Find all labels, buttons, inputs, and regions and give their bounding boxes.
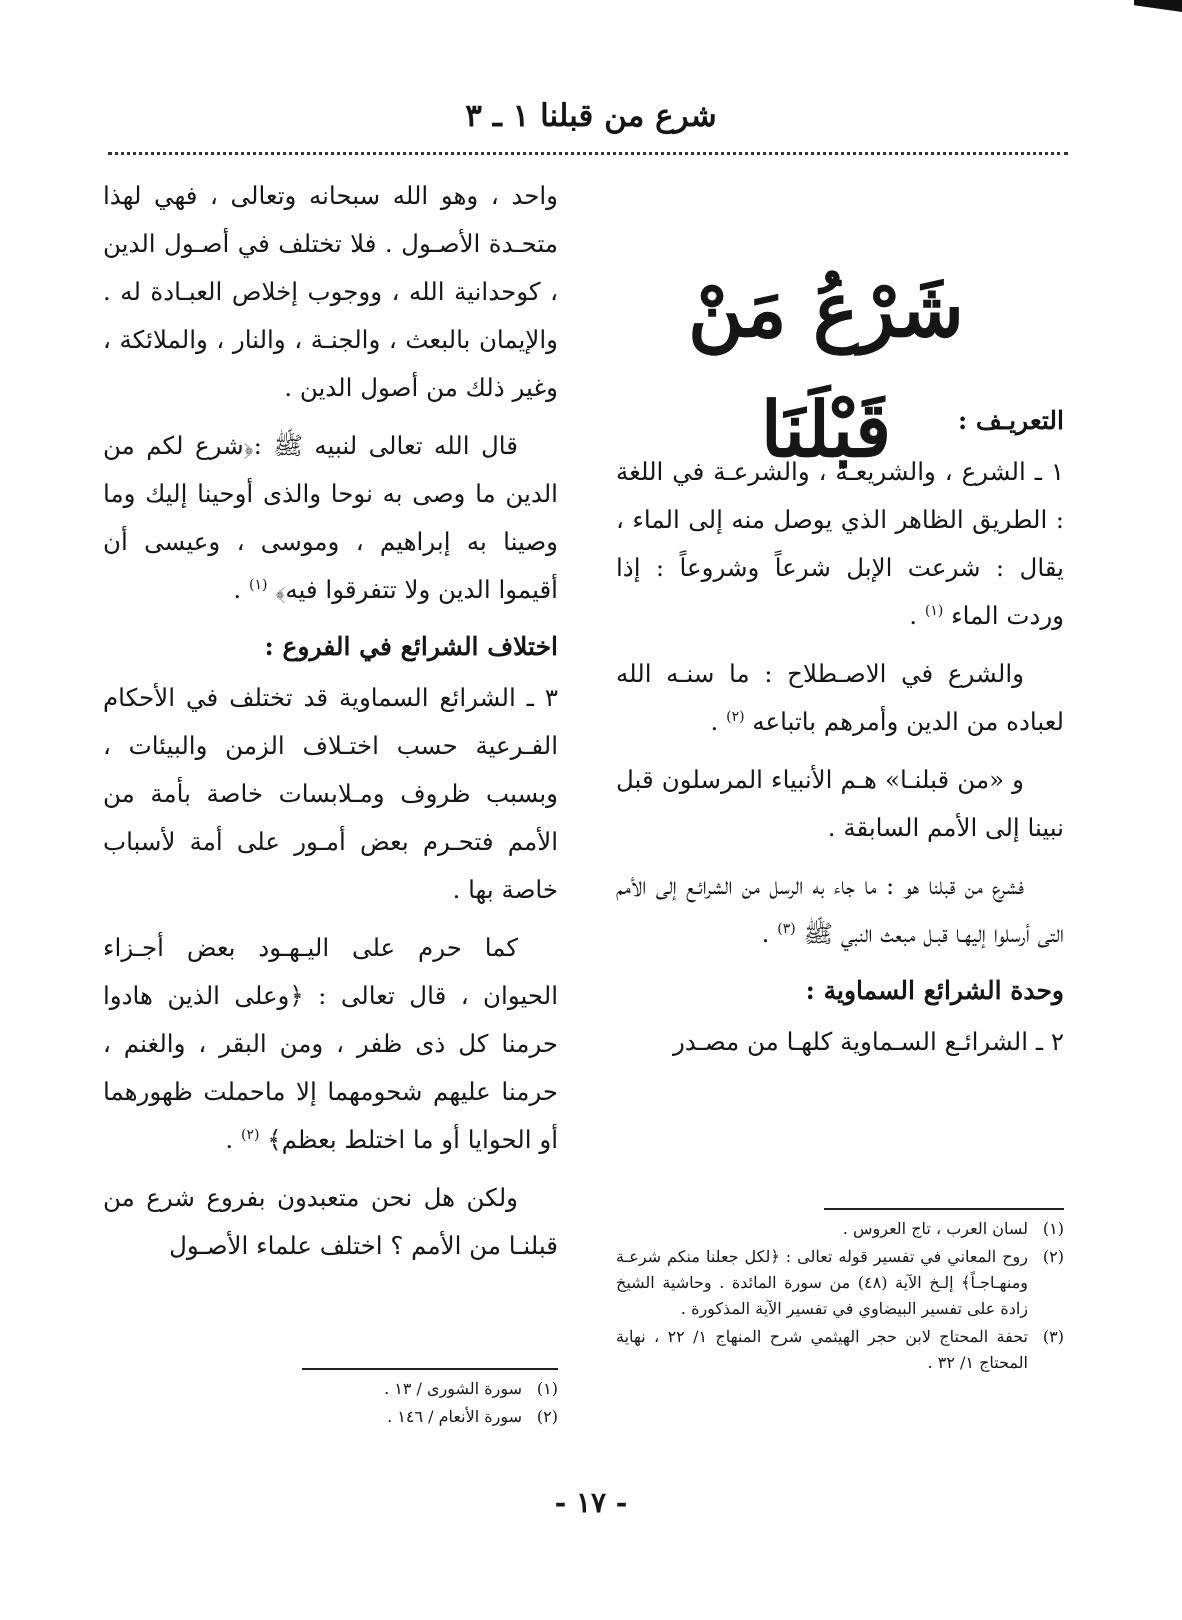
footnote [103,1404,558,1430]
unity-heading: وحدة الشرائع السماوية : [805,976,1064,1005]
footnote-ref: (١) [924,602,944,619]
paragraph-2-text: والشرع في الاصـطلاح : ما سنـه الله لعباده من الدين وأمرهم باتباعه [616,659,1064,736]
footnote [103,1376,558,1402]
right-column [616,232,1064,1076]
footnote-rule-left [302,1368,558,1370]
footnote-number: (١) [536,1379,558,1398]
footnote-text: لسان العرب ، تاج العروس . [842,1219,1028,1238]
paragraph-end: . [710,707,719,736]
definition-heading: التعريـف : [957,406,1064,435]
footnotes-left [103,1376,558,1432]
paragraph-2 [616,650,1064,746]
paragraph-4-text: فشرع من قبلنا هو : ما جاء به الرسل من الشرائـع إلى الأمم التى أرسلوا إليهـا قبـل مبعث النبي ﷺ [616,871,1064,948]
footnote-text: سورة الأنعام / ١٤٦ . [387,1407,522,1426]
footnote [616,1324,1064,1376]
paragraph-1 [616,448,1064,640]
paragraph-1: واحد ، وهو الله سبحانه وتعالى ، فهي لهذا متحـدة الأصـول . فلا تختلف في أصـول الدين ، كوحدانية الله ، ووجوب إخلاص العبـادة له . والإيمان بالبعث ، والجنـة ، والنار ، والملائكة ، وغير ذلك من أصول الدين . [103,181,558,402]
footnote-ref: (٣) [777,920,796,937]
paragraph-5: ٢ ـ الشرائـع السـماوية كلهـا من مصـدر [672,1027,1064,1056]
footnote-number: (٣) [1042,1327,1064,1346]
paragraph-end: . [909,601,918,630]
paragraph-2 [103,422,558,614]
footnote-text: سورة الشورى / ١٣ . [384,1379,522,1398]
footnote-ref: (٢) [240,1126,260,1143]
paragraph-4-text: كما حرم على اليـهـود بعض أجـزاء الحيوان ، قال تعالى : ﴿وعلى الذين هادوا حرمنا كل ذى ظفر ، ومن البقر ، والغنم ، حرمنا عليهم شحومهما إلا ماحملت ظهورهما أو الحوايا أو ما اختلط بعظم﴾ [103,933,558,1154]
footnote [616,1244,1064,1322]
paragraph-3: و «من قبلنـا» هـم الأنبياء المرسلون قبل نبينا إلى الأمم السابقة . [616,765,1064,842]
paragraph-end: . [225,1125,234,1154]
footnote-ref: (١) [249,576,268,593]
running-head: شرع من قبلنا ١ ـ ٣ [465,98,717,134]
paragraph-1-text: ١ ـ الشرع ، والشريعـة ، والشرعـة في اللغة : الطريق الظاهر الذي يوصل منه إلى الماء ، يقال : شرعت الإبل شرعاً وشروعاً : إذا وردت الماء [616,457,1064,630]
footnotes-right [616,1216,1064,1378]
header-dotted-rule [108,152,1068,155]
paragraph-2-text: قال الله تعالى لنبيه ﷺ :﴿شرع لكم من الدين ما وصى به نوحا والذى أوحينا إليك وما وصينا به إبراهيم ، وموسى ، وعيسى أن أقيموا الدين ولا تتفرقوا فيه﴾ [103,431,558,604]
chapter-title: شَرْعُ مَنْ قَبْلَنَا [688,265,964,474]
footnote-number: (١) [1042,1219,1064,1238]
paragraph-4 [616,862,1064,958]
left-column [103,172,558,1280]
paragraph-end: . [761,919,770,948]
footnote-number: (٢) [536,1407,558,1426]
differences-heading: اختلاف الشرائع في الفروع : [264,632,558,661]
footnote [616,1216,1064,1242]
paragraph-3: ٣ ـ الشرائع السماوية قد تختلف في الأحكام الفـرعية حسب اختـلاف الزمن والبيئات ، وبسبب ظروف ومـلابسات خاصة بأمة من الأمم فتحـرم بعض أمـور على أمة لأسباب خاصة بها . [103,683,558,904]
footnote-rule-right [824,1208,1064,1210]
paragraph-4 [103,924,558,1164]
footnote-ref: (٢) [726,708,745,725]
scan-corner-mark [1134,0,1182,12]
footnote-text: روح المعاني في تفسير قوله تعالى : ﴿لكل جعلنا منكم شرعـة ومنهـاجـاً﴾ إلـخ الآية (٤٨) من سورة المائدة . وحاشية الشيخ زادة على تفسير البيضاوي في تفسير الآية المذكورة . [616,1247,1029,1318]
paragraph-5: ولكن هل نحن متعبدون بفروع شرع من قبلنـا من الأمم ؟ اختلف علماء الأصـول [103,1183,558,1260]
footnote-number: (٢) [1042,1247,1064,1266]
paragraph-end: . [233,575,242,604]
footnote-text: تحفة المحتاج لابن حجر الهيثمي شرح المنهاج ١/ ٢٢ ، نهاية المحتاج ١/ ٣٢ . [616,1327,1029,1372]
page-number: - ١٧ - [554,1486,628,1519]
